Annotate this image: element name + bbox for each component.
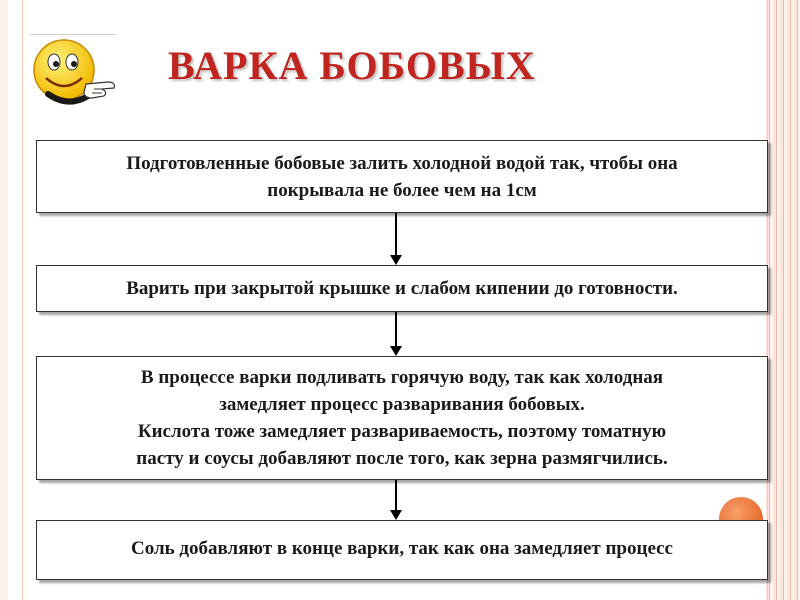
- flow-arrow-down: [388, 213, 404, 265]
- step-box: [36, 140, 768, 213]
- step-text-line: пасту и соусы добавляют после того, как зерна размягчились.: [136, 448, 668, 469]
- right-decor-stripes: [766, 0, 800, 600]
- step-box: [36, 520, 768, 580]
- step-box: [36, 265, 768, 312]
- left-decor-stripe: [0, 0, 8, 600]
- step-text-line: В процессе варки подливать горячую воду, так как холодная: [140, 367, 664, 388]
- step-box: [36, 356, 768, 480]
- step-text-line: замедляет процесс разваривания бобовых.: [219, 394, 585, 415]
- step-text-line: Кислота тоже замедляет развариваемость, поэтому томатную: [137, 421, 667, 442]
- slide-title: ВАРКА БОБОВЫХ: [168, 43, 536, 88]
- step-text-line: Варить при закрытой крышке и слабом кипении до готовности.: [126, 278, 678, 299]
- flow-arrow-down: [388, 312, 404, 356]
- step-text-line: Соль добавляют в конце варки, так как она замедляет процесс: [131, 538, 673, 559]
- step-text-line: покрывала не более чем на 1см: [267, 179, 537, 201]
- smiley-pointing-hand-icon: [28, 32, 120, 112]
- step-text-line: Подготовленные бобовые залить холодной водой так, чтобы она: [126, 152, 678, 174]
- flow-arrow-down: [388, 480, 404, 520]
